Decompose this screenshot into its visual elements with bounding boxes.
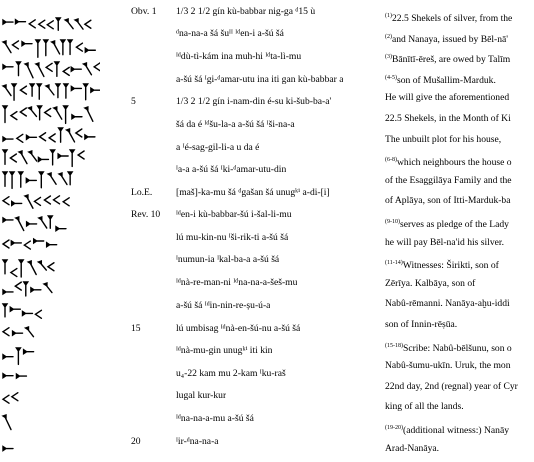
translation-line bbox=[385, 356, 511, 376]
translit-line bbox=[0, 273, 385, 293]
translit-line bbox=[0, 319, 385, 339]
translation-text: Arad-Nanāya. bbox=[385, 442, 440, 454]
translit-line bbox=[0, 205, 385, 225]
translit-line bbox=[0, 386, 385, 406]
line-reference: (9-10) bbox=[385, 219, 400, 225]
line-number: Rev. 10 bbox=[131, 209, 161, 220]
translit-line bbox=[0, 228, 385, 248]
translation-line bbox=[385, 377, 518, 397]
transliteration-text: ᴵnumun-ia ᴵkal-ba-a a-šú šá bbox=[176, 254, 280, 265]
transliteration-text: ᴵᵈnà-re-man-ni ᴵᵈna-na-a-šeš-mu bbox=[176, 277, 298, 288]
line-reference: (2) bbox=[385, 33, 392, 40]
translation-line bbox=[385, 88, 509, 108]
line-reference: (1) bbox=[385, 13, 392, 19]
translation-line bbox=[385, 171, 512, 191]
translation-text: (additional witness:) Nanāy bbox=[403, 425, 510, 436]
translation-text: The unbuilt plot for his house, bbox=[385, 133, 502, 145]
translation-text: Bānītī-ēreš, are owed by Talīm bbox=[392, 54, 511, 66]
transliteration-text: ᴵᵈdù-tì-kám ina muh-hi ᴵᵈta-lì-mu bbox=[176, 51, 302, 62]
line-reference: (15-18) bbox=[385, 342, 403, 349]
translation-text: Nabû-rēmanni. Nanāya-aḫu-iddi bbox=[385, 298, 510, 310]
translit-line bbox=[0, 2, 385, 22]
translation-line bbox=[385, 109, 511, 129]
line-reference: (19-20) bbox=[385, 425, 403, 431]
translation-text: of Aplāya, son of Itti-Marduk-ba bbox=[385, 195, 511, 207]
line-reference: (4-5) bbox=[385, 74, 397, 81]
translation-text: 22.5 Shekels of silver, from the bbox=[392, 13, 513, 24]
translation-text: he will pay Bēl-na'id his silver. bbox=[385, 236, 504, 248]
line-reference: (6-8) bbox=[385, 157, 397, 164]
line-number: Lo.E. bbox=[131, 187, 153, 198]
translation-line bbox=[385, 233, 504, 253]
translation-line bbox=[385, 47, 510, 67]
translation-line bbox=[385, 418, 509, 438]
translation-text: He will give the aforementioned bbox=[385, 92, 510, 104]
translation-line bbox=[385, 336, 512, 356]
translation-line bbox=[385, 130, 501, 150]
transliteration-text: a-šú šá ᴵgi-ᵈamar-utu ina iti gan kù-babbar a bbox=[176, 74, 344, 85]
translit-line bbox=[0, 296, 385, 316]
translit-line bbox=[0, 409, 385, 429]
line-number: 5 bbox=[131, 96, 136, 107]
line-number: Obv. 1 bbox=[131, 6, 157, 17]
transliteration-text: šá da é ᴵᵈšu-la-a a-šú šá ᴵši-na-a bbox=[176, 119, 295, 130]
translit-line bbox=[0, 92, 385, 112]
translation-line bbox=[385, 191, 511, 211]
translit-line bbox=[0, 364, 385, 384]
translit-line bbox=[0, 183, 385, 203]
translit-line bbox=[0, 138, 385, 158]
translation bbox=[385, 0, 534, 462]
translation-line bbox=[385, 294, 510, 314]
line-number: 15 bbox=[131, 323, 141, 334]
transliteration-text: a ᴵé-sag-gil-li-a u da é bbox=[176, 142, 260, 153]
translation-text: Witnesses: Širikti, son of bbox=[402, 260, 499, 272]
transliteration-text: 1/3 2 1/2 gín kù-babbar nig-ga ᵈ15 ù bbox=[176, 6, 316, 17]
line-reference: (3) bbox=[385, 54, 392, 61]
line-reference: (11-14) bbox=[385, 260, 403, 267]
transliteration-text: ᴵᵈna-na-a-mu a-šú šá bbox=[176, 413, 254, 424]
translation-text: son of Innin-rēṣūa. bbox=[385, 319, 458, 330]
transliteration-text: ᴵa-a a-šú šá ᴵki-ᵈamar-utu-din bbox=[176, 164, 287, 175]
transliteration-text: ᴵir-ᵈna-na-a bbox=[176, 436, 219, 447]
translation-line bbox=[385, 212, 509, 232]
translation-line bbox=[385, 27, 508, 47]
transliteration-text: ᵈna-na-a šá šuᴵᴵ ᴵᵈen-i a-šú šá bbox=[176, 28, 284, 39]
transliteration-text: [maš]-ka-mu šá ᵈgašan šá unugᵏⁱ a-di-[i] bbox=[176, 187, 330, 198]
translation-text: Zērīya. Kalbāya, son of bbox=[385, 277, 476, 289]
translit-line bbox=[0, 47, 385, 67]
translation-text: which neighbours the house o bbox=[397, 157, 512, 169]
translit-line bbox=[0, 250, 385, 270]
translation-text: serves as pledge of the Lady bbox=[400, 219, 509, 230]
translit-line bbox=[0, 24, 385, 44]
translation-text: 22nd day, 2nd (regnal) year of Cyr bbox=[385, 380, 518, 392]
translit-line bbox=[0, 70, 385, 90]
translation-line bbox=[385, 68, 496, 88]
translation-line bbox=[385, 150, 512, 170]
translation-text: king of all the lands. bbox=[385, 401, 464, 413]
translation-text: son of Mušallim-Marduk. bbox=[397, 74, 496, 86]
transliteration-text: u₄-22 kam mu 2-kam ᴵku-raš bbox=[176, 368, 286, 379]
translation-line bbox=[385, 439, 439, 459]
transliteration-text: a-šú šá ᴵᵈin-nin-re-șu-ú-a bbox=[176, 300, 271, 311]
translit-line bbox=[0, 115, 385, 135]
translation-line bbox=[385, 6, 512, 26]
translation-line bbox=[385, 315, 457, 335]
translation-line bbox=[385, 274, 475, 294]
translation-text: and Nanaya, issued by Bēl-nā' bbox=[392, 33, 509, 45]
translit-line bbox=[0, 341, 385, 361]
translation-line bbox=[385, 253, 499, 273]
transliteration-text: 1/3 2 1/2 gín i-nam-din é-su ki-šub-ba-a' bbox=[176, 96, 332, 107]
translation-text: Nabû-šumu-ukīn. Uruk, the mon bbox=[385, 360, 511, 372]
translation-text: Scribe: Nabû-bēlšunu, son o bbox=[403, 342, 512, 354]
transliteration-text: lugal kur-kur bbox=[176, 390, 227, 401]
translation-text: 22.5 Shekels, in the Month of Ki bbox=[385, 113, 511, 124]
line-number: 20 bbox=[131, 436, 141, 447]
transliteration-text: lú umbisag ᴵᵈnà-en-šú-nu a-šú šá bbox=[176, 323, 301, 334]
translit-line bbox=[0, 160, 385, 180]
transliteration-text: ᴵᵈnà-mu-gin unugᵏⁱ iti kin bbox=[176, 345, 273, 356]
translation-text: of the Esaggilāya Family and the bbox=[385, 174, 512, 186]
translation-line bbox=[385, 397, 464, 417]
transliteration-text: ᴵᵈen-i kù-babbar-šú i-šal-li-mu bbox=[176, 209, 292, 220]
translit-line bbox=[0, 432, 385, 452]
transliteration-text: lú mu-kin-nu ᴵši-rik-ti a-šú šá bbox=[176, 232, 289, 243]
